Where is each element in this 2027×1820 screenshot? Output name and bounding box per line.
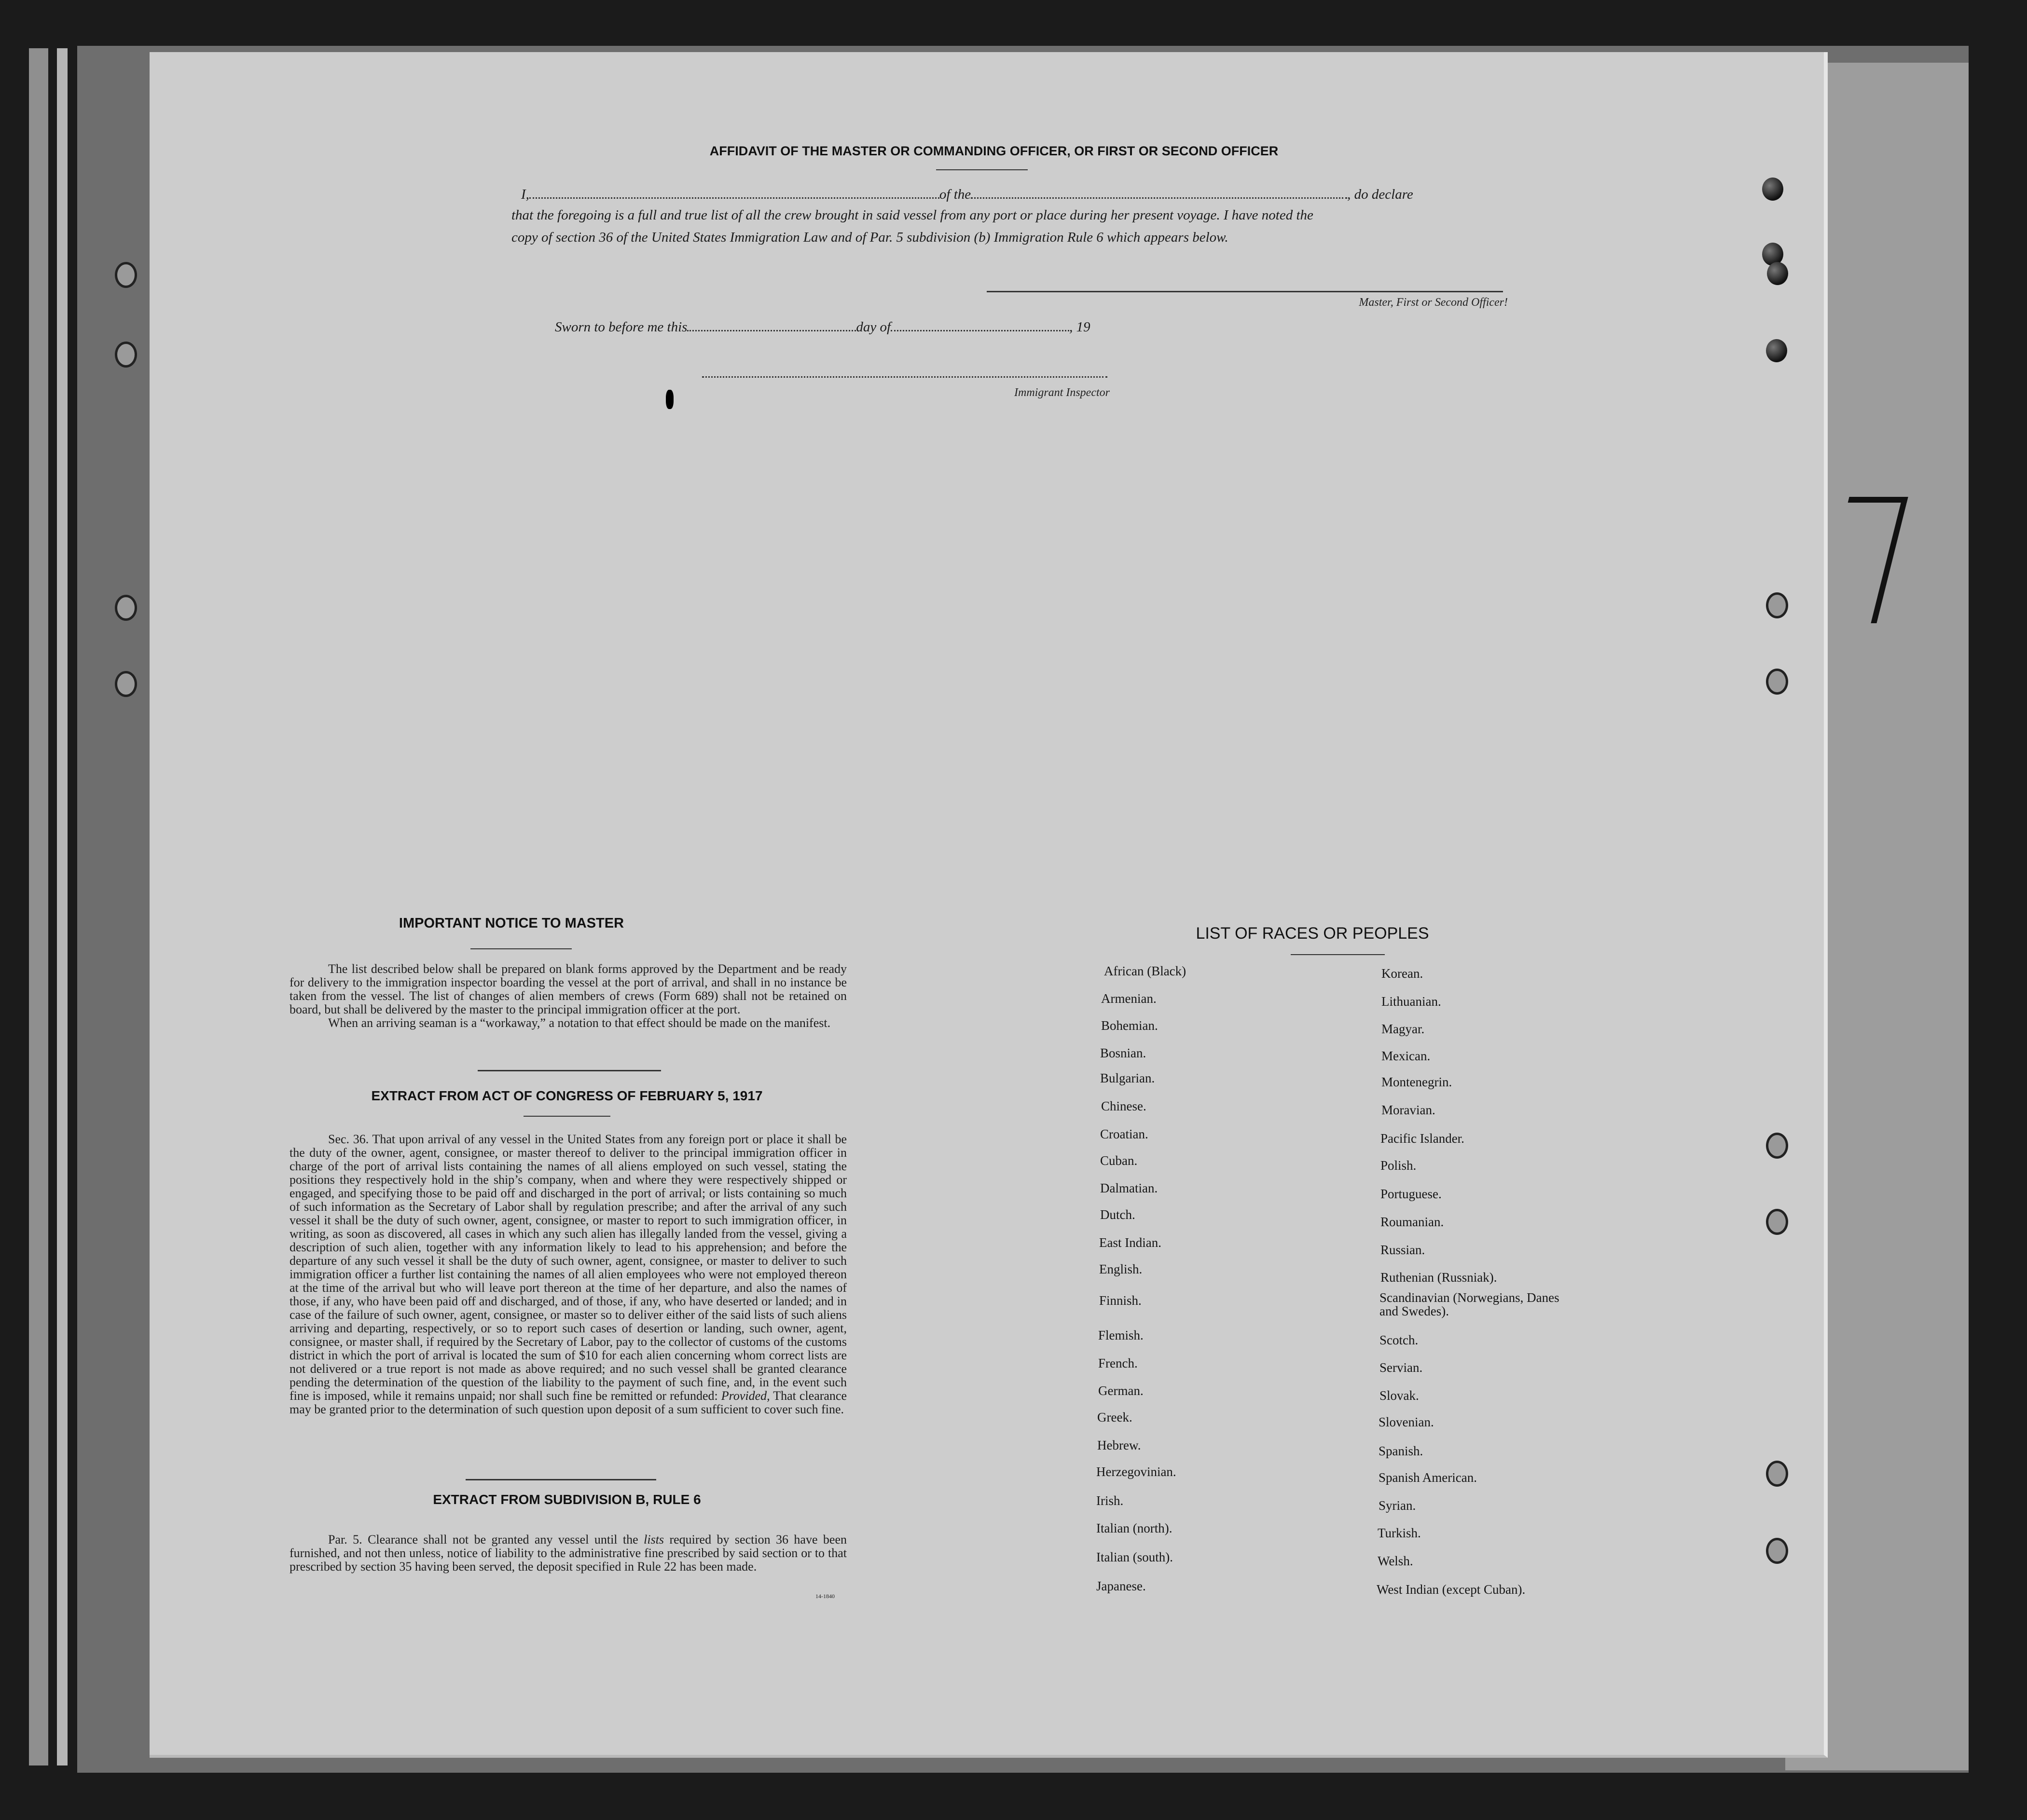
provided-label: Provided, xyxy=(721,1389,770,1403)
race-item: Herzegovinian. xyxy=(1096,1464,1176,1479)
divider xyxy=(470,948,572,949)
divider xyxy=(524,1116,610,1117)
extract-rule-heading: EXTRACT FROM SUBDIVISION B, RULE 6 xyxy=(433,1492,701,1507)
punch-hole xyxy=(115,262,137,288)
punch-hole xyxy=(1766,1538,1788,1564)
race-item: German. xyxy=(1098,1383,1144,1398)
binder-rivet xyxy=(1766,339,1787,362)
race-item: Cuban. xyxy=(1100,1153,1138,1168)
race-item: Scandinavian (Norwegians, Danes and Swedes). xyxy=(1379,1290,1559,1318)
affidavit-do-declare: , do declare xyxy=(1347,187,1413,202)
binder-spine-inner xyxy=(57,48,68,1765)
extract-rule-body xyxy=(290,1533,847,1574)
race-item: Flemish. xyxy=(1098,1328,1144,1342)
punch-hole xyxy=(1766,1461,1788,1487)
affidavit-of-the: of the xyxy=(939,187,971,202)
punch-hole xyxy=(115,595,137,621)
punch-hole xyxy=(1766,669,1788,695)
extract-act-body xyxy=(290,1133,847,1416)
race-item: Chinese. xyxy=(1101,1099,1146,1113)
race-item: Croatian. xyxy=(1100,1127,1148,1141)
punch-hole xyxy=(1766,592,1788,618)
race-item: Greek. xyxy=(1097,1410,1132,1424)
binder-rivet xyxy=(1767,262,1788,285)
rule-part-1: Par. 5. Clearance shall not be granted any vessel until the xyxy=(328,1533,638,1546)
month-blank xyxy=(891,317,1069,331)
race-item: Dalmatian. xyxy=(1100,1181,1158,1195)
race-item: Russian. xyxy=(1380,1243,1425,1257)
affidavit-i: I, xyxy=(521,187,529,202)
signature-caption: Master, First or Second Officer! xyxy=(1359,296,1508,309)
binder-spine-left xyxy=(29,48,48,1765)
race-item: Magyar. xyxy=(1381,1022,1425,1036)
proviso-text: That clearance may be granted prior to the determination of such question upon deposit of a sum sufficient to cover such fine. xyxy=(290,1389,847,1416)
race-item: Bulgarian. xyxy=(1100,1071,1155,1085)
inspector-caption: Immigrant Inspector xyxy=(1014,386,1110,399)
race-item: Ruthenian (Russniak). xyxy=(1380,1270,1497,1285)
affidavit-line-3: copy of section 36 of the United States Immigration Law and of Par. 5 subdivision (b) Immigration Rule 6 which appears below. xyxy=(511,230,1228,245)
race-item: English. xyxy=(1099,1262,1143,1276)
inspector-line xyxy=(702,376,1107,378)
race-item: Roumanian. xyxy=(1380,1215,1444,1229)
race-item: Bohemian. xyxy=(1101,1018,1158,1033)
race-item: Armenian. xyxy=(1101,991,1157,1006)
race-item: West Indian (except Cuban). xyxy=(1377,1582,1526,1597)
race-item: Finnish. xyxy=(1099,1293,1142,1308)
section-36-text: That upon arrival of any vessel in the United States from any foreign port or place it shall be the duty of the owner, agent, consignee, or master thereof to deliver to the principal immigration officer in charge of the port of arrival lists containing the names of all aliens employed on such vessel, stating the positions they respectively hold in the ship’s company, when and where they were respectively shipped or engaged, and specifying those to be paid off and discharged in the port of arrival; or lists containing so much of such information as the Secretary of Labor shall by regulation prescribe; and after the arrival of any such vessel it shall be the duty of such owner, agent, consignee, or master to report to such immigration officer, in writing, as soon as discovered, all cases in which any such alien has illegally landed from the vessel, giving a description of such alien, together with any information likely to lead to his apprehension; and before the departure of any such vessel it shall be the duty of such owner, agent, consignee, or master to deliver to such immigration officer a further list containing the names of all alien employees who were not employed thereon at the time of the arrival but who will leave port thereon at the time of her departure, and also the names of those, if any, who have been paid off and discharged, and of those, if any, who have deserted or landed; and in case of the failure of such owner, agent, consignee, or master so to deliver either of the said lists of such aliens arriving and departing, respectively, or so to report such cases of desertion or landing, such owner, agent, consignee, or master shall, if required by the Secretary of Labor, pay to the collector of customs of the customs district in which the port of arrival is located the sum of $10 for each alien concerning whom correct lists are not delivered or a true report is not made as above required; and no such vessel shall be granted clearance pending the determination of the question of the liability to the payment of such fine, and, in the event such fine is imposed, while it remains unpaid; nor shall such fine be remitted or refunded: xyxy=(290,1132,847,1403)
day-blank xyxy=(687,317,856,331)
lists-word: lists xyxy=(644,1533,664,1546)
race-item: East Indian. xyxy=(1099,1235,1161,1250)
race-item: Turkish. xyxy=(1378,1526,1421,1540)
notice-paragraph-2: When an arriving seaman is a “workaway,” a notation to that effect should be made on the manifest. xyxy=(328,1016,831,1030)
sworn-text: Sworn to before me this xyxy=(555,319,688,335)
race-item: Korean. xyxy=(1381,966,1423,981)
race-item: Bosnian. xyxy=(1100,1046,1146,1060)
section-label: Sec. 36. xyxy=(328,1132,369,1146)
year-prefix: , 19 xyxy=(1069,319,1090,335)
notice-heading: IMPORTANT NOTICE TO MASTER xyxy=(399,916,624,931)
race-item: Japanese. xyxy=(1096,1579,1146,1593)
race-item: Syrian. xyxy=(1379,1498,1416,1513)
notice-body xyxy=(290,962,847,1030)
race-item: Italian (north). xyxy=(1096,1521,1172,1535)
rule-part-2: required by section 36 have been furnished, and not then unless, notice of liability to the administrative fine prescribed by said section or to that prescribed by section 35 having been served, the deposit specified in Rule 22 has been made. xyxy=(290,1533,847,1574)
signature-line xyxy=(987,291,1503,292)
race-item: Mexican. xyxy=(1381,1049,1431,1063)
race-item: Montenegrin. xyxy=(1381,1075,1452,1089)
ink-blot xyxy=(666,390,674,409)
race-item: African (Black) xyxy=(1104,964,1186,978)
race-item: Polish. xyxy=(1380,1158,1417,1173)
affidavit-line-1 xyxy=(521,185,1413,203)
races-heading: LIST OF RACES OR PEOPLES xyxy=(1196,924,1429,943)
day-of-text: day of xyxy=(856,319,891,335)
binder-rivet xyxy=(1762,178,1783,201)
race-item: Spanish. xyxy=(1379,1444,1423,1458)
affidavit-line-2: that the foregoing is a full and true list of all the crew brought in said vessel from any port or place during her present voyage. I have noted the xyxy=(511,207,1313,223)
form-number: 14-1840 xyxy=(815,1593,835,1600)
divider xyxy=(936,169,1028,170)
divider xyxy=(1291,954,1385,955)
manifest-page xyxy=(150,52,1828,1758)
name-blank xyxy=(529,185,939,199)
race-item: Scotch. xyxy=(1379,1333,1419,1347)
affidavit-heading: AFFIDAVIT OF THE MASTER OR COMMANDING OFFICER, OR FIRST OR SECOND OFFICER xyxy=(709,144,1279,158)
race-item: Slovak. xyxy=(1379,1388,1419,1403)
race-item: Servian. xyxy=(1379,1360,1423,1375)
race-item: Hebrew. xyxy=(1097,1438,1141,1452)
race-item: French. xyxy=(1098,1356,1138,1370)
punch-hole xyxy=(115,342,137,368)
race-item: Dutch. xyxy=(1100,1207,1135,1222)
extract-act-heading: EXTRACT FROM ACT OF CONGRESS OF FEBRUARY 5, 1917 xyxy=(371,1088,763,1103)
race-item: Spanish American. xyxy=(1379,1470,1477,1485)
race-item: Irish. xyxy=(1096,1493,1124,1508)
race-item: Pacific Islander. xyxy=(1380,1131,1464,1146)
race-item: Italian (south). xyxy=(1096,1550,1173,1564)
race-item: Portuguese. xyxy=(1380,1187,1442,1201)
sworn-line xyxy=(555,317,1090,335)
notice-paragraph-1: The list described below shall be prepared on blank forms approved by the Department and be ready for delivery to the immigration inspector boarding the vessel at the port of arrival, and shall in no instance be taken from the vessel. The list of changes of alien members of crews (Form 689) shall not be retained on board, but shall be delivered by the master to the principal immigration officer at the port. xyxy=(290,962,847,1016)
race-item: Slovenian. xyxy=(1379,1415,1434,1429)
race-item: Lithuanian. xyxy=(1381,994,1441,1009)
vessel-blank xyxy=(971,185,1347,199)
race-item: Moravian. xyxy=(1381,1103,1435,1117)
divider xyxy=(466,1479,656,1480)
divider xyxy=(478,1070,661,1071)
punch-hole xyxy=(1766,1209,1788,1235)
race-item: Welsh. xyxy=(1378,1554,1413,1568)
punch-hole xyxy=(115,671,137,697)
punch-hole xyxy=(1766,1133,1788,1159)
